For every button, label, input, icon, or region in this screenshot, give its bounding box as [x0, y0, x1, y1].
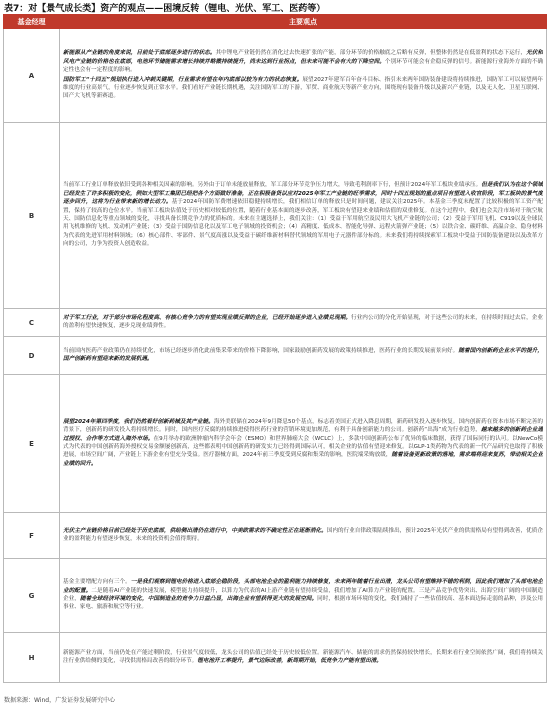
view-text: 当前军工行业订单释放依旧受到各种相关因素的影响。另外由于订单未能放量释放，军工部分环节竞争压力增大，导致毛利润率下行，但预计2024年军工板块业绩承压。 [63, 182, 482, 189]
view-paragraph [63, 578, 543, 612]
header-view: 主要观点 [60, 15, 547, 29]
fund-manager-cell: H [4, 633, 60, 683]
view-paragraph [63, 49, 543, 74]
view-text: 同时，根据市场环境的变化，我们减持了一些估值较高、基本面边际走弱的品种，涉及公用事业、家电、旅游和航空等行业。 [63, 596, 543, 611]
table-row [4, 309, 547, 337]
view-paragraph [63, 76, 543, 101]
view-cell [60, 633, 547, 683]
view-cell [60, 123, 547, 309]
view-cell [60, 559, 547, 633]
table-row [4, 513, 547, 559]
fund-manager-cell: E [4, 375, 60, 513]
view-paragraph [63, 649, 543, 666]
view-paragraph [63, 347, 543, 364]
fund-manager-cell: G [4, 559, 60, 633]
view-text: 展望2027年建军百年奋斗目标、指引未来两年国防装备建设将持续推进，国防军工可以展望两年维度的行业高景气，行业逐步恢复到正常水平。我们看好产业链长期机遇，关注国防军工的下游，军贸、商业航天等新产业方向，围绕现有装备升级以及新兴产业链，以及无人化、卫星互联网、国产大飞机等新赛道。 [63, 76, 543, 100]
view-cell [60, 309, 547, 337]
table-row [4, 633, 547, 683]
view-paragraph [63, 181, 543, 248]
view-text: 未来在主题选择上，我们关注：（1）受益于军用航空及民用大飞机产业链的公司；（2）受益于军用飞机、C919以及全球民用飞机维修的飞机、发动机产业链；（3）受益于国防信息化以及军工电子领域的投资机会；（4）高精度、低成本、智能化导弹、远程火箭弹产业链；（5）以铁合金、碳纤维、高温合金、隐身材料为代表的先进军用材料领域；（6）核心部件、零部件、景气度高涨以及受益于碳纤维新材料替代领域的军用电子元器件部分标的。未来我们将持续探索军工板块中受益于国防装备建设以及改革方向的公司，力争为投资人创造收益。 [63, 216, 543, 248]
view-paragraph [63, 527, 543, 544]
table-row [4, 29, 547, 123]
fund-manager-cell: F [4, 513, 60, 559]
table-header-row [4, 15, 547, 29]
view-paragraph [63, 418, 543, 468]
view-highlight-text: 展望2024年第四季度，我们仍然看好创新药械及其产业链。 [63, 418, 214, 425]
view-text: 医疗器械方面，2024年前三季度受到反腐和集采的影响，医院端采购放缓， [203, 452, 392, 459]
table-row [4, 337, 547, 375]
fund-manager-cell: D [4, 337, 60, 375]
view-cell [60, 337, 547, 375]
view-highlight-text: 新能源从产业链的角度来说，目前处于底部逐步进行的状态。 [63, 50, 216, 57]
view-cell [60, 29, 547, 123]
fund-manager-views-table [3, 14, 547, 683]
view-text: 行业内公司的分化开始显现，对于这些公司的未来，在持续时间过去后，企业的盈利有望快速恢复，逐步兑现业绩弹性。 [63, 314, 543, 329]
table-row [4, 559, 547, 633]
view-highlight-text: 对于军工行业，对于部分市场化程度高、有核心竞争力的有望实现业绩反弹的企业，已经开始逐步进入业绩兑现期。 [63, 314, 352, 321]
view-highlight-text: 随着设备更新政策的落地，需求端将迎来复苏，带动相关企业业绩的回升。 [63, 452, 543, 467]
view-highlight-text: 光伏主产业链价格目前已经处于历史底部，供给侧出清仍在进行中，中美欧需求的不确定性正在逐渐消化。 [63, 527, 327, 534]
view-highlight-text: 锂电池开工率提升，景气边际改善，新周期开始，低竞争力产能有望出清。 [197, 658, 382, 664]
table-row [4, 123, 547, 309]
view-highlight-text: 光伏和风电产业链的价格也在底部，电池环节储能需求增长持续并略微持续提升，尚未达到行业拐点，但未来可能不会有大的下降空间。 [63, 50, 543, 65]
fund-manager-cell: C [4, 309, 60, 337]
view-text: 当前国内医药产业政策仍在持续优化，市场已经逐步消化此前集采带来的价格下降影响，国家鼓励创新药发展的政策持续推进，医药行业的长期发展前景向好。 [63, 347, 459, 354]
table-title [4, 1, 325, 14]
fund-manager-cell: B [4, 123, 60, 309]
view-cell [60, 375, 547, 513]
fund-manager-cell: A [4, 29, 60, 123]
header-manager: 基金经理 [4, 15, 60, 29]
source-note: 数据来源：Wind，广发证券发展研究中心 [4, 697, 116, 704]
view-text: 新能源产业方面，当前仍处在产能过剩阶段，行业景气度较低，龙头公司的估值已经处于历史较低位置。新能源汽车、储能的需求仍然保持较快增长，长期来看行业空间依然广阔，我们将持续关注行业供给侧的变化，寻找供需格局改善的细分环节。 [63, 649, 543, 664]
view-highlight-text: 国防军工“十四五”规划执行进入冲刺关键期，行业需求有望在年内底部以较为有力的状态恢复。 [63, 76, 303, 83]
view-text: 二是随着AI产业链的快速发展，模型能力持续提升，以算力为代表的AI上游产业链有望持续受益，我们增加了AI算力产业链的配置。三是产品竞争优势突出、出海空间广阔的中国制造企业， [63, 587, 543, 602]
view-highlight-text: 随着国内创新药企业水平的提升，国产创新药有望迎来新的发展机遇。 [63, 347, 543, 362]
view-text: 在9月举办的欧洲肿瘤内科学会年会（ESMO）和世界肺癌大会（WCLC）上，多款中国创新药公布了优异的临床数据，获得了国际同行的认可。以NewCo模式为代表的中国创新药海外授权交易金额屡创新高，这些都表明中国创新药的研发实力已经得到国际认可，相关企业的估值有望迎来修复。以GLP-1类药物为代表的新一代产品研究也取得了积极进展，市场空间广阔，产业链上下游企业有望充分受益。 [63, 435, 543, 459]
view-text: 基于2024年国防军费增速依旧稳健持续增长，我们相信订单的释放只是时间问题，建议关注2025年。本基金三季度末配置了比较积极的军工资产配置，保持了较高的仓位水平。当前军工板块估值处于历史相对较低的位置，随着行业基本面的逐步改善，军工板块有望迎来业绩和估值的双重修复。在这个过程中，我们也会关注市场对于航空航天、国防信息化等重点领域的变化，寻找具备长期竞争力的优质标的。 [63, 199, 543, 222]
view-highlight-text: 但是我们认为在这个领域已经发生了许多积极的变化，例如大型军工集团已经把各个方面做好准备，正在积极备货以应对2025年军工产业链的旺季需求，同时十四五规划的重点项目有望进入收官阶段，军工板块的景气度逐步回升，这将为行业带来新的增长动力。 [63, 182, 543, 206]
view-paragraph [63, 314, 543, 331]
view-text: 其中锂电产业链仍然在消化过去快速扩张的产能，部分环节的价格触底之后略有反弹，但整体仍然是在低盈利的状态下运行， [215, 50, 527, 57]
view-text: 基金主要增配方向有三个。 [63, 579, 131, 586]
view-highlight-text: 一是我们观察到锂电价格进入底部企稳阶段，头部电池企业的盈利能力持续修复，未来两年随着行业出清，龙头公司有望维持不错的利润，因此我们增加了头部电池企业的配置。 [63, 579, 543, 594]
view-text: 海外美联储在2024年9月降息50个基点，标志着美国正式进入降息周期，新药研发投入逐步恢复。国内创新药在资本市场不断完善的背景下，创新药的研发投入将持续增长。 [63, 418, 543, 434]
view-text: 同时，国内医疗反腐的持续推进使得医药行业的营销环境更加规范，有利于具备创新能力的公司。创新药“出海”成为行业趋势， [164, 427, 481, 434]
view-text: 国内的行业自律政策陆续推出，预计2025年光伏产业的供需格局有望得到改善，优质企业的盈利能力有望逐步恢复，未来的投资机会值得期待。 [63, 527, 543, 542]
table-row [4, 375, 547, 513]
table-title-text: 表7：对【景气成长类】资产的观点——困境反转（锂电、光伏、军工、医药等） [4, 4, 326, 14]
view-highlight-text: 随着全球经济环境的变化，中国制造业的竞争力日益凸显，出海企业有望获得更大的发展空间。 [79, 596, 318, 602]
view-cell [60, 513, 547, 559]
view-text: 个别环节可能会有企稳反弹的信号。新能源行业海外方面的不确定性也会有一定程度的影响。 [63, 58, 543, 74]
view-highlight-text: 越来越多的创新药企业通过授权、合作等方式进入海外市场。 [63, 427, 543, 442]
table-body [4, 29, 547, 683]
